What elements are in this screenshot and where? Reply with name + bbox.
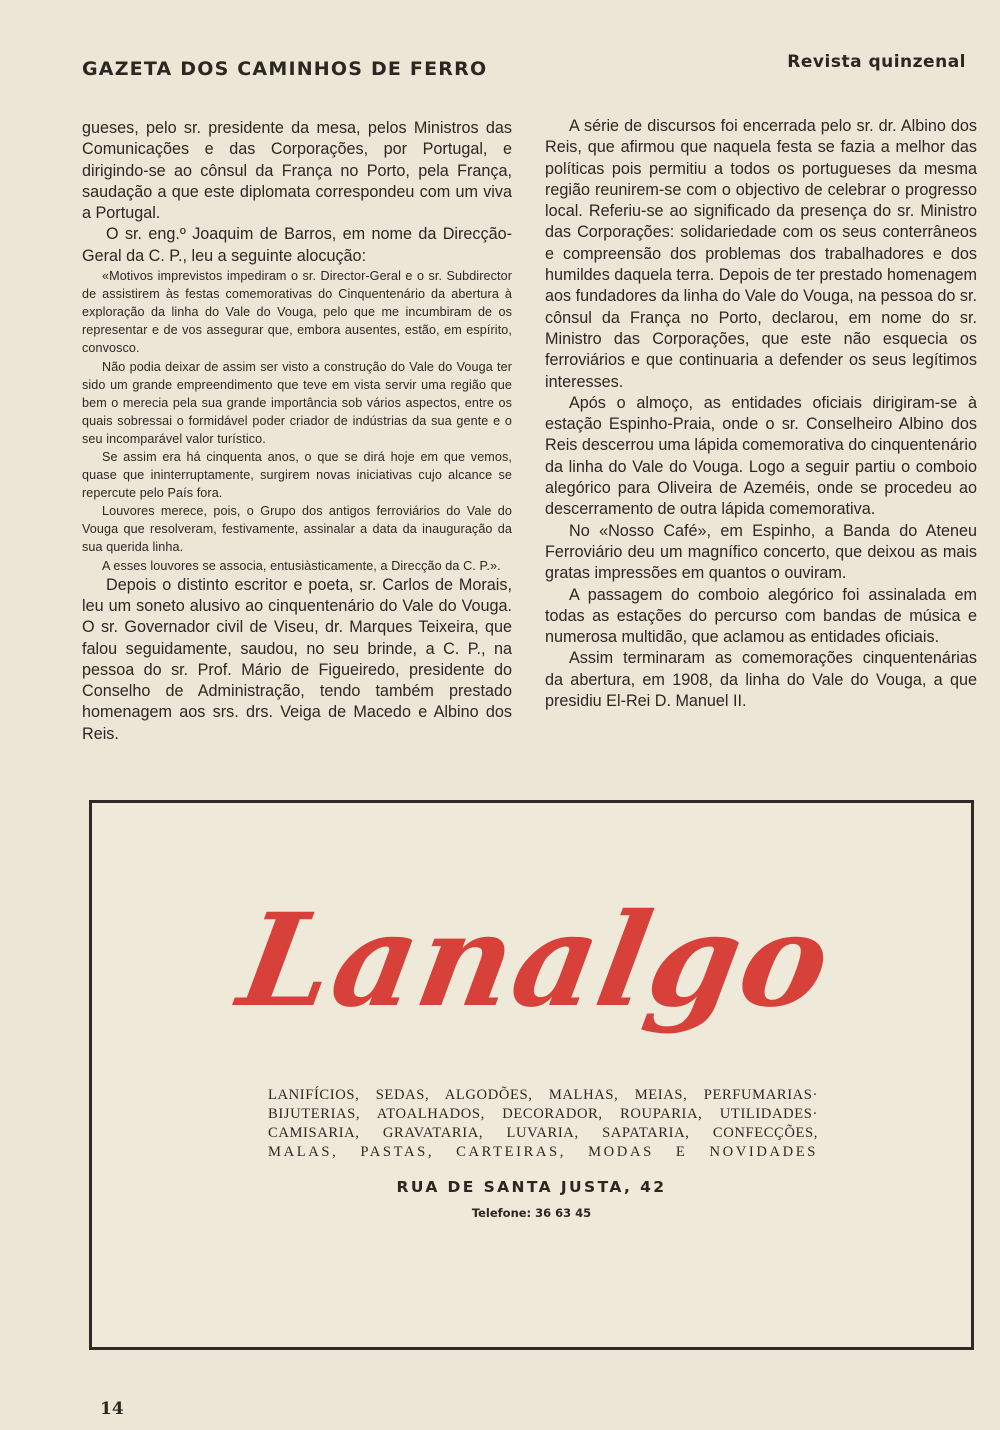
product-line: MALAS, PASTAS, CARTEIRAS, MODAS E NOVIDADES	[268, 1144, 818, 1160]
store-address: RUA DE SANTA JUSTA, 42	[396, 1178, 667, 1196]
page-number: 14	[100, 1399, 124, 1419]
advertisement-box	[89, 800, 974, 1350]
speech-paragraph: Louvores merece, pois, o Grupo dos antigos ferroviários do Vale do Vouga que resolveram, festivamente, assinalar a data da inauguração da sua querida linha.	[82, 504, 512, 555]
lanalgo-logo	[229, 885, 843, 1043]
speech-paragraph: Se assim era há cinquenta anos, o que se dirá hoje em que vemos, quase que ininterruptamente, surgirem novas iniciativas cujo alcance se repercute pelo País fora.	[82, 450, 512, 501]
speech-paragraph: «Motivos imprevistos impediram o sr. Director-Geral e o sr. Subdirector de assistirem às festas comemorativas do Cinquentenário da abertura à exploração da linha do Vale do Vouga, pelo que me incumbiram de os representar e de vos assegurar que, embora ausentes, estão, em espírito, convosco.	[82, 269, 512, 356]
right-column	[545, 116, 977, 712]
product-line: CAMISARIA, GRAVATARIA, LUVARIA, SAPATARIA, CONFECÇÕES,	[268, 1125, 818, 1141]
magazine-subtitle: Revista quinzenal	[787, 52, 966, 72]
paragraph: Assim terminaram as comemorações cinquentenárias da abertura, em 1908, da linha do Vale do Vouga, a que presidiu El-Rei D. Manuel II.	[545, 649, 977, 711]
paragraph: Depois o distinto escritor e poeta, sr. Carlos de Morais, leu um soneto alusivo ao cinquentenário do Vale do Vouga. O sr. Governador civil de Viseu, dr. Marques Teixeira, que falou seguidamente, saudou, no seu brinde, a C. P., na pessoa do sr. Prof. Mário de Figueiredo, presidente do Conselho de Administração, tendo também prestado homenagem aos srs. drs. Veiga de Macedo e Albino dos Reis.	[82, 575, 512, 743]
magazine-title: GAZETA DOS CAMINHOS DE FERRO	[82, 58, 488, 80]
product-line: LANIFÍCIOS, SEDAS, ALGODÕES, MALHAS, MEIAS, PERFUMARIAS·	[268, 1087, 818, 1103]
paragraph: A passagem do comboio alegórico foi assinalada em todas as estações do percurso com bandas de música e numerosa multidão, que aclamou as entidades oficiais.	[545, 585, 977, 647]
paragraph: O sr. eng.º Joaquim de Barros, em nome da Direcção-Geral da C. P., leu a seguinte alocução:	[82, 225, 512, 265]
product-line: BIJUTERIAS, ATOALHADOS, DECORADOR, ROUPARIA, UTILIDADES·	[268, 1106, 818, 1122]
product-list	[268, 1086, 818, 1162]
speech-paragraph: A esses louvores se associa, entusiàsticamente, a Direcção da C. P.».	[102, 558, 501, 573]
paragraph: gueses, pelo sr. presidente da mesa, pelos Ministros das Comunicações e das Corporações, por Portugal, e dirigindo-se ao cônsul da França no Porto, pela França, saudação a que este diplomata correspondeu com um viva a Portugal.	[82, 119, 512, 223]
speech-paragraph: Não podia deixar de assim ser visto a construção do Vale do Vouga ter sido um grande empreendimento que teve em vista servir uma região que bem o merecia pela sua grande importância sob vários aspectos, entre os quais sobressai o formidável poder criador de indústrias da sua gente e o seu incomparável valor turístico.	[82, 359, 512, 446]
store-phone: Telefone: 36 63 45	[471, 1206, 592, 1220]
paragraph: No «Nosso Café», em Espinho, a Banda do Ateneu Ferroviário deu um magnífico concerto, que deixou as mais gratas impressões em quantos o ouviram.	[545, 521, 977, 583]
paragraph: Após o almoço, as entidades oficiais dirigiram-se à estação Espinho-Praia, onde o sr. Conselheiro Albino dos Reis descerrou uma lápida comemorativa do cinquentenário da linha do Vale do Vouga. Logo a seguir partiu o comboio alegórico para Oliveira de Azeméis, onde se procedeu ao descerramento de outra lápida comemorativa.	[545, 393, 977, 519]
brand-wordmark: Lanalgo	[229, 885, 843, 1036]
left-column	[82, 118, 512, 745]
paragraph: A série de discursos foi encerrada pelo sr. dr. Albino dos Reis, que afirmou que naquela festa se fazia a melhor das políticas pois permitiu a todos os portugueses da mesma região reunirem-se com o objectivo de celebrar o progresso local. Referiu-se ao significado da presença do sr. Ministro das Corporações: solidariedade com os seus conterrâneos e compreensão dos problemas dos trabalhadores e dos humildes daquela terra. Depois de ter prestado homenagem aos fundadores da linha do Vale do Vouga, na pessoa do sr. cônsul da França no Porto, declarou, em nome do sr. Ministro das Corporações, que este não esquecia os ferroviários e que continuaria a defender os seus legítimos interesses.	[545, 117, 977, 391]
